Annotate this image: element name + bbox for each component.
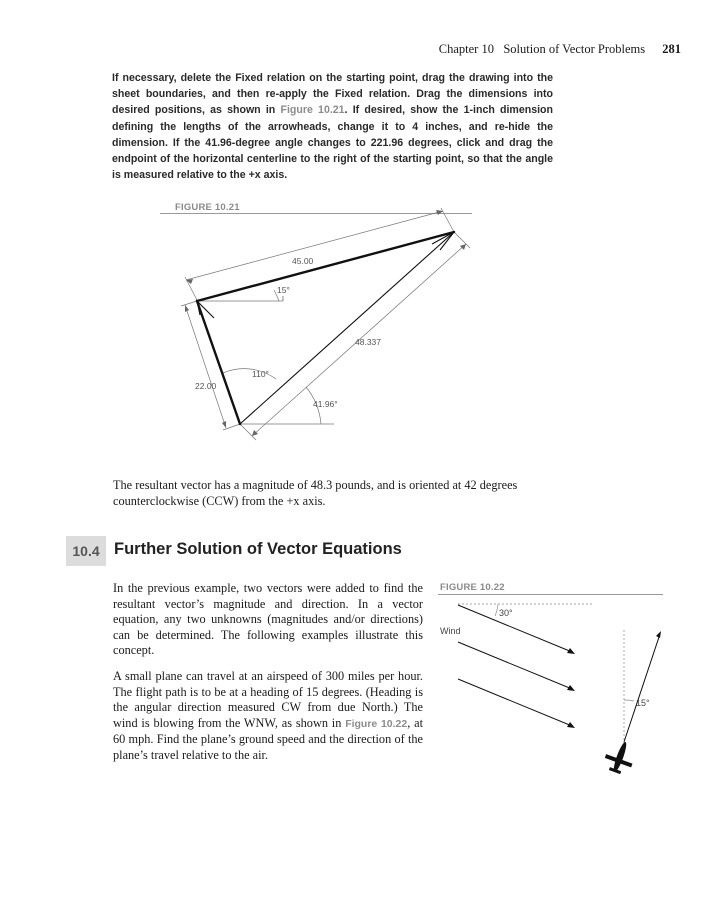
section-number: 10.4	[66, 536, 106, 566]
paragraph-previous-example: In the previous example, two vectors were added to find the resultant vector’s magnitude and direction. In a vector equation, any two unknowns (magnitudes and/or directions) can be determined. The following examples illustrate this concept.	[113, 581, 423, 658]
figure-10-21-link[interactable]: Figure 10.21	[280, 104, 345, 117]
wind-angle-label: 30°	[499, 608, 513, 618]
dim-top-label: 45.00	[292, 256, 314, 266]
paragraph-plane-text-1: A small plane can travel at an airspeed of 300 miles per hour. The flight path is to be at a heading of 15 degrees. (Heading is the angular direction measured CW from due North.) The wind is blowing from the WNW, as shown in	[113, 669, 423, 730]
dim-left-label: 22.00	[195, 381, 217, 391]
chapter-title: Solution of Vector Problems	[503, 42, 646, 56]
angle-left-label: 110°	[252, 369, 269, 379]
figure-10-21-label: FIGURE 10.21	[175, 202, 240, 213]
figure-10-22-label: FIGURE 10.22	[440, 582, 505, 593]
paragraph-plane-problem	[113, 669, 423, 764]
instruction-text-1: If necessary, delete the Fixed relation on the starting point, drag the drawing into the sheet boundaries, and then re-apply the Fixed relation. Drag the dimensions into desired positions, as shown in	[112, 72, 553, 117]
paragraph-plane-text-2: , at 60 mph. Find the plane’s ground speed and the direction of the plane’s travel relative to the air.	[113, 715, 423, 762]
section-title: Further Solution of Vector Equations	[114, 540, 402, 558]
angle-result-label: 41.96°	[313, 399, 338, 409]
angle-small-label: 15°	[277, 285, 290, 295]
heading-angle-label: 15°	[636, 698, 650, 708]
figure-10-22-link[interactable]: Figure 10.22	[345, 717, 408, 730]
wind-label: Wind	[440, 626, 461, 636]
resultant-paragraph: The resultant vector has a magnitude of 48.3 pounds, and is oriented at 42 degrees counterclockwise (CCW) from the +x axis.	[113, 478, 518, 508]
instruction-text-2: . If desired, show the 1-inch dimension defining the lengths of the arrowheads, change it to 4 inches, and re-hide the dimension. If the 41.96-degree angle changes to 221.96 degrees, click and drag the endpoint of the horizontal centerline to the right of the starting point, so that the angle is measured relative to the +x axis.	[112, 104, 553, 182]
page-number: 281	[662, 42, 681, 56]
resultant-label: 48.337	[355, 337, 381, 347]
figure-10-22-drawing	[420, 590, 680, 790]
chapter-label: Chapter 10	[438, 42, 494, 56]
airplane-icon	[601, 737, 638, 777]
